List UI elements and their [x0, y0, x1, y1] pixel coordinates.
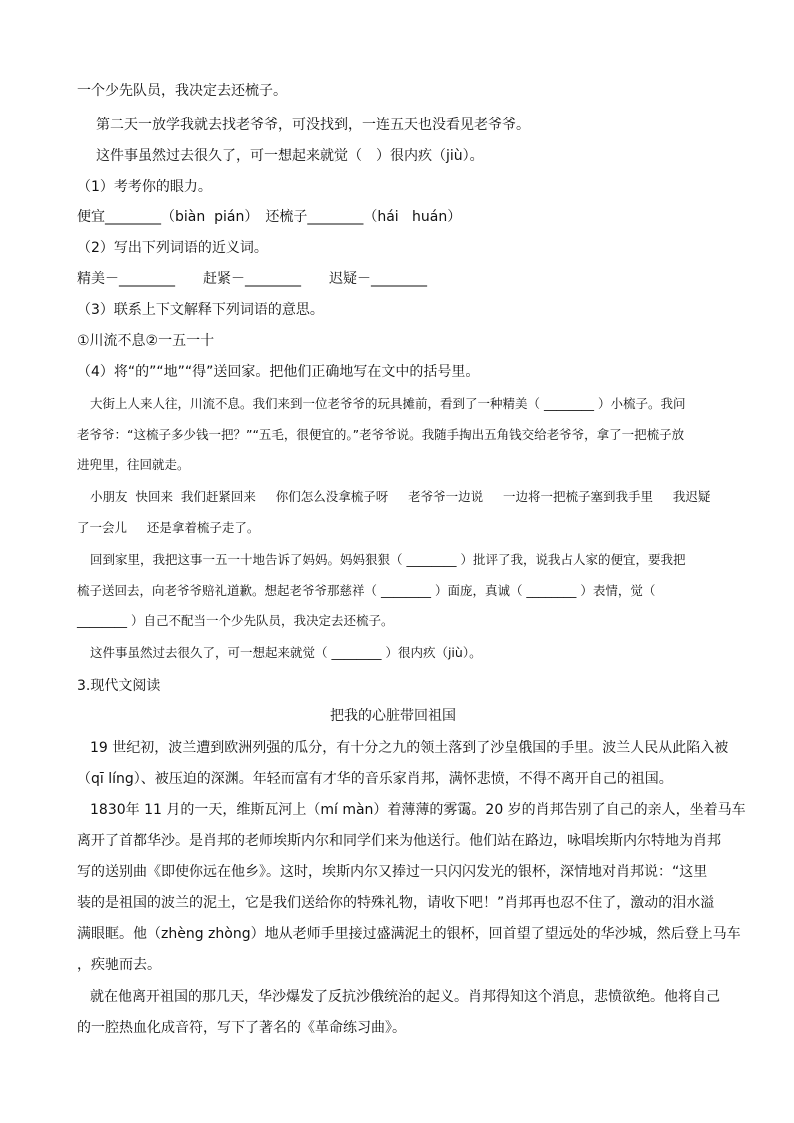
section-heading: 3.现代文阅读: [77, 678, 161, 694]
article-line: 离开了首都华沙。是肖邦的老师埃斯内尔和同学们来为他送行。他们站在路边，咏唱埃斯内尔特地为肖邦: [77, 833, 721, 849]
article-line: 装的是祖国的波兰的泥土，它是我们送给你的特殊礼物，请收下吧！”肖邦再也忍不住了，激动的泪水溢: [77, 895, 715, 911]
article-line: （qī líng）、被压迫的深渊。年轻而富有才华的音乐家肖邦，满怀悲愤，不得不离开自己的祖国。: [77, 771, 673, 787]
question-4-heading: （4）将“的”“地”“得”送回家。把他们正确地写在文中的括号里。: [77, 364, 480, 380]
article-line: 满眼眶。他（zhèng zhòng）地从老师手里接过盛满泥土的银杯，回首望了望远处的华沙城，然后登上马车: [77, 926, 741, 942]
question-2-heading: （2）写出下列词语的近义词。: [77, 240, 268, 256]
passage-line: 老爷爷：“这梳子多少钱一把？”“五毛，很便宜的。”老爷爷说。我随手掏出五角钱交给老爷爷，拿了一把梳子放: [77, 427, 685, 442]
passage-line: 大街上人来人往，川流不息。我们来到一位老爷爷的玩具摊前，看到了一种精美（ ________ ）小梳子。我问: [90, 396, 686, 411]
article-title: 把我的心脏带回祖国: [330, 708, 456, 724]
question-3-items: ①川流不息②一五一十: [77, 333, 215, 349]
passage-line: ________ ）自己不配当一个少先队员，我决定去还梳子。: [77, 613, 394, 628]
passage-line: 这件事虽然过去很久了，可一想起来就觉（ ________ ）很内疚（jiù）。: [90, 645, 482, 660]
question-3-heading: （3）联系上下文解释下列词语的意思。: [77, 302, 324, 318]
article-line: 就在他离开祖国的那几天，华沙爆发了反抗沙俄统治的起义。肖邦得知这个消息，悲愤欲绝。他将自己: [90, 989, 720, 1005]
passage-line: 小朋友 快回来 我们赶紧回来 你们怎么没拿梳子呀 老爷爷一边说 一边将一把梳子塞到我手里 我迟疑: [90, 489, 711, 504]
passage-line: 了一会儿 还是拿着梳子走了。: [77, 520, 260, 535]
passage-line: 进兜里，往回就走。: [77, 457, 190, 472]
question-1-heading: （1）考考你的眼力。: [77, 179, 212, 195]
text-line: 一个少先队员，我决定去还梳子。: [77, 83, 287, 99]
question-2-items: 精美－________ 赶紧－________ 迟疑－________: [77, 271, 427, 287]
question-1-items: 便宜________（biàn pián） 还梳子________（hái huán）: [77, 209, 462, 225]
article-line: 19 世纪初，波兰遭到欧洲列强的瓜分，有十分之九的领土落到了沙皇俄国的手里。波兰人民从此陷入被: [90, 740, 729, 756]
text-line: 这件事虽然过去很久了，可一想起来就觉（ ）很内疚（jiù）。: [96, 148, 484, 164]
article-line: 的一腔热血化成音符，写下了著名的《革命练习曲》。: [77, 1020, 406, 1036]
article-line: ，疾驰而去。: [77, 957, 161, 973]
text-line: 第二天一放学我就去找老爷爷，可没找到，一连五天也没看见老爷爷。: [96, 117, 530, 133]
passage-line: 回到家里，我把这事一五一十地告诉了妈妈。妈妈狠狠（ ________ ）批评了我，说我占人家的便宜，要我把: [90, 552, 686, 567]
passage-line: 梳子送回去，向老爷爷赔礼道歉。想起老爷爷那慈祥（ ________ ）面庞，真诚（ ________ ）表情，觉（: [77, 583, 656, 598]
article-line: 写的送别曲《即使你远在他乡》。这时，埃斯内尔又捧过一只闪闪发光的银杯，深情地对肖邦说：“这里: [77, 864, 708, 880]
article-line: 1830年 11 月的一天，维斯瓦河上（mí màn）着薄薄的雾霭。20 岁的肖邦告别了自己的亲人，坐着马车: [90, 802, 746, 818]
